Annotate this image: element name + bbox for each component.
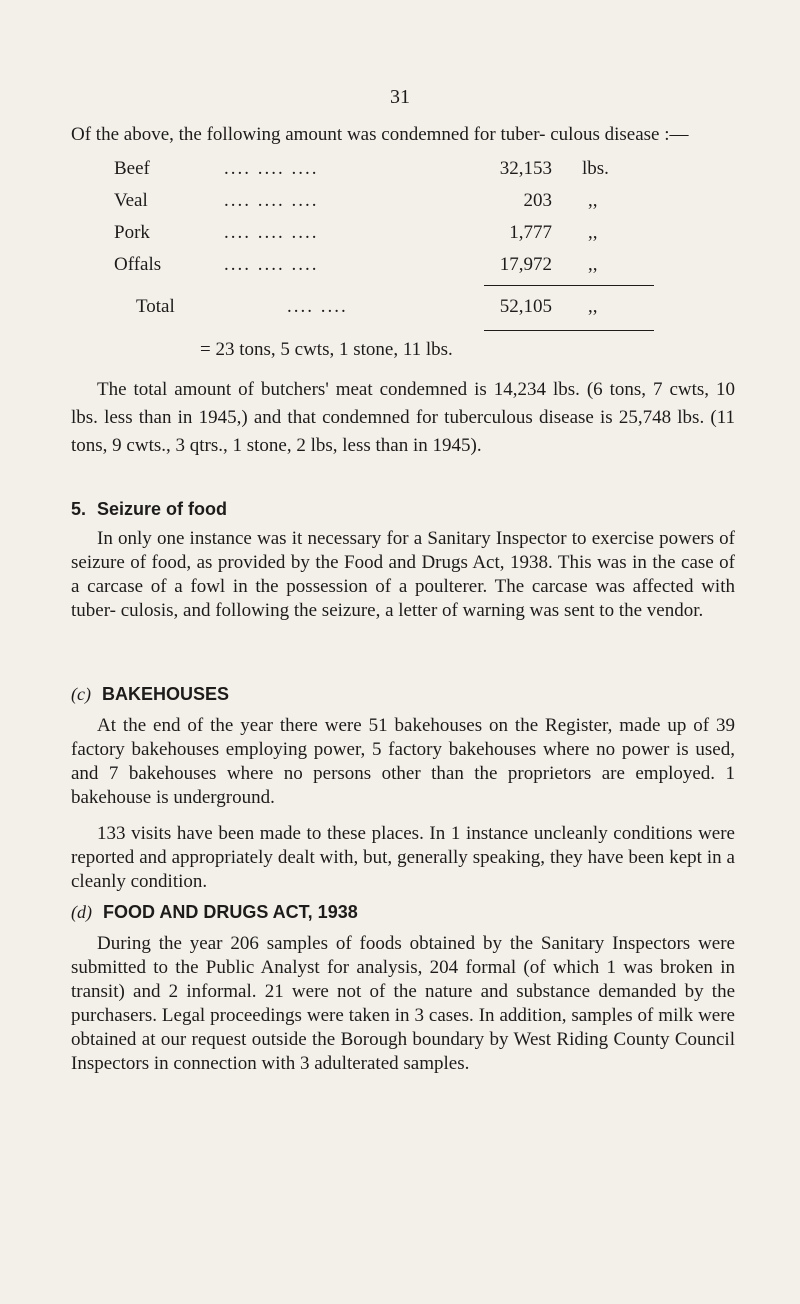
table-row xyxy=(0,156,700,182)
row-name: Veal xyxy=(114,190,148,211)
row-name: Pork xyxy=(114,222,150,243)
leader-dots: .... .... .... xyxy=(224,158,319,179)
bakehouses-text-2: 133 visits have been made to these places. In 1 instance uncleanly conditions were reported and appropriately dealt with, but, generally speaking, they have been kept in a cleanly condition. xyxy=(71,823,735,892)
table-row xyxy=(0,220,700,246)
leader-dots: .... .... .... xyxy=(224,190,319,211)
total-equivalent: = 23 tons, 5 cwts, 1 stone, 11 lbs. xyxy=(200,339,453,360)
total-paragraph: The total amount of butchers' meat condemned is 14,234 lbs. (6 tons, 7 cwts, 10 lbs. less than in 1945,) and that condemned for tuberculous disease is 25,748 lbs. (11 tons, 9 cwts., 3 qtrs., 1 stone, 2 lbs, less than in 1945). xyxy=(71,379,735,456)
total-row xyxy=(0,294,700,320)
section-title: Seizure of food xyxy=(97,499,228,519)
total-rule xyxy=(484,330,654,331)
row-unit: ,, xyxy=(588,190,598,211)
section-5-heading xyxy=(71,499,227,520)
section-5-text: In only one instance was it necessary for a Sanitary Inspector to exercise powers of seizure of food, as provided by the Food and Drugs Act, 1938. This was in the case of a carcase of a fowl in the possession of a poulterer. The carcase was affected with tuber- culosis, and following the seizure, a letter of warning was sent to the vendor. xyxy=(71,528,735,621)
row-unit: ,, xyxy=(588,222,598,243)
row-amount: 32,153 xyxy=(499,158,552,179)
section-label: (c) xyxy=(71,684,91,704)
section-number: 5. xyxy=(71,499,87,519)
subtotal-rule xyxy=(484,285,654,286)
intro-text: Of the above, the following amount was condemned for tuber- culous disease :— xyxy=(71,124,689,145)
section-d-heading xyxy=(71,902,358,923)
table-row xyxy=(0,252,700,278)
row-amount: 17,972 xyxy=(499,254,552,275)
row-unit: lbs. xyxy=(582,158,609,179)
table-row xyxy=(0,188,700,214)
page-number: 31 xyxy=(390,86,410,108)
food-drugs-text: During the year 206 samples of foods obtained by the Sanitary Inspectors were submitted to the Public Analyst for analysis, 204 formal (of which 1 was broken in transit) and 2 informal. 21 were not of the nature and substance demanded by the purchasers. Legal proceedings were taken in 3 cases. In addition, samples of milk were obtained at our request outside the Borough boundary by West Riding County Council Inspectors in connection with 3 adulterated samples. xyxy=(71,933,735,1074)
leader-dots: .... .... .... xyxy=(224,222,319,243)
leader-dots: .... .... xyxy=(287,296,348,317)
total-amount: 52,105 xyxy=(499,296,552,317)
row-amount: 1,777 xyxy=(509,222,552,243)
row-amount: 203 xyxy=(523,190,552,211)
total-unit: ,, xyxy=(588,296,598,317)
section-label: (d) xyxy=(71,902,92,922)
section-title: FOOD AND DRUGS ACT, 1938 xyxy=(103,902,358,922)
bakehouses-text-1: At the end of the year there were 51 bakehouses on the Register, made up of 39 factory bakehouses employing power, 5 factory bakehouses where no power is used, and 7 bakehouses where no persons other than the proprietors are employed. 1 bakehouse is underground. xyxy=(71,715,735,808)
total-label: Total xyxy=(136,296,175,317)
row-name: Offals xyxy=(114,254,162,275)
section-title: BAKEHOUSES xyxy=(102,684,230,704)
section-c-heading xyxy=(71,684,229,705)
leader-dots: .... .... .... xyxy=(224,254,319,275)
row-name: Beef xyxy=(114,158,150,179)
row-unit: ,, xyxy=(588,254,598,275)
